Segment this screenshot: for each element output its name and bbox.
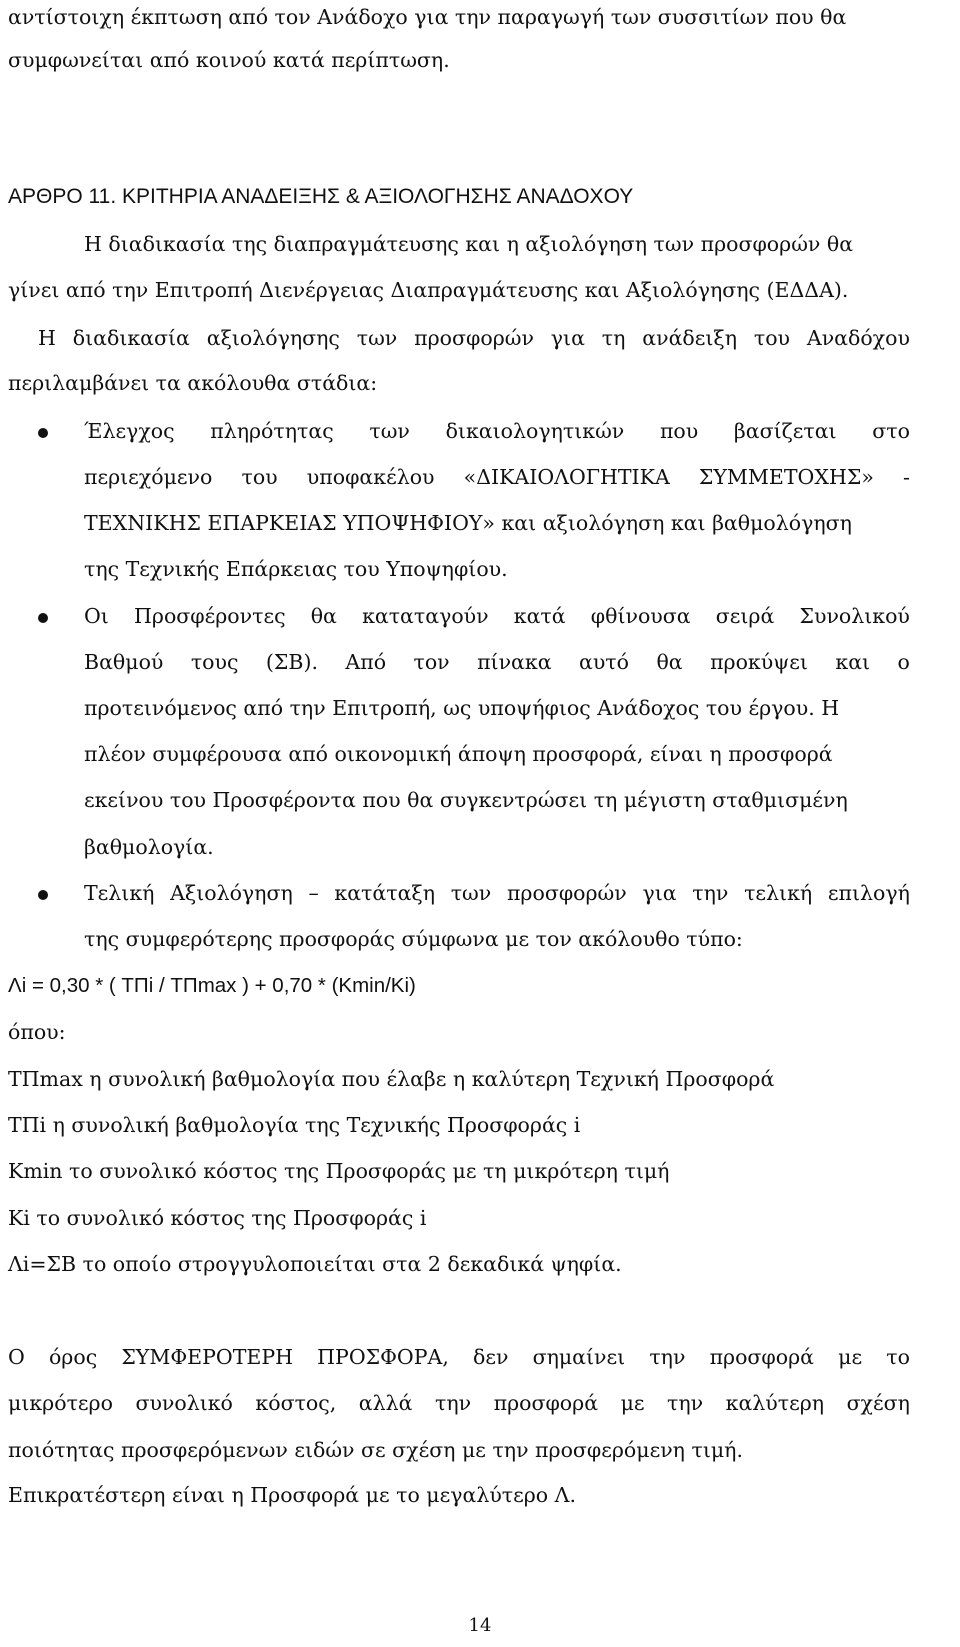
formula-expression: Λi = 0,30 * ( ΤΠi / ΤΠmax ) + 0,70 * (Kmin/Ki) — [8, 974, 416, 997]
word: καλύτερη — [725, 1391, 825, 1415]
word: ο — [897, 650, 910, 674]
article-p2-line-2: περιλαμβάνει τα ακόλουθα στάδια: — [8, 371, 378, 395]
word: επιλογή — [827, 881, 910, 905]
word: με — [838, 1345, 863, 1369]
word: σημαίνει — [532, 1345, 626, 1369]
closing-line-4: Επικρατέστερη είναι η Προσφορά με το μεγαλύτερο Λ. — [8, 1483, 576, 1507]
word: με — [620, 1391, 645, 1415]
definition-tpmax: ΤΠmax η συνολική βαθμολογία που έλαβε η καλύτερη Τεχνική Προσφορά — [8, 1067, 775, 1091]
bullet-dot — [38, 613, 48, 623]
bullet-dot — [38, 428, 48, 438]
word: που — [659, 419, 699, 443]
word: (ΣΒ). — [265, 650, 318, 674]
bullet-2-line-3: προτεινόμενος από την Επιτροπή, ως υποψήφιος Ανάδοχος του έργου. Η — [84, 696, 840, 720]
definition-ki: Ki το συνολικό κόστος της Προσφοράς i — [8, 1206, 427, 1230]
word: φθίνουσα — [590, 604, 691, 628]
word: και — [835, 650, 871, 674]
article-p1-line-1: Η διαδικασία της διαπραγμάτευσης και η αξιολόγηση των προσφορών θα — [84, 232, 854, 256]
closing-line-1 — [8, 1344, 910, 1370]
word: των — [356, 326, 398, 350]
bullet-1-line-1 — [84, 418, 910, 444]
word: όρος — [48, 1345, 98, 1369]
word: αξιολόγησης — [206, 326, 340, 350]
word: περιεχόμενο — [84, 465, 213, 489]
word: σχέση — [846, 1391, 910, 1415]
closing-line-2 — [8, 1390, 910, 1416]
word: τη — [601, 326, 626, 350]
page-number: 14 — [468, 1615, 492, 1636]
word: – — [308, 881, 319, 905]
definition-tpi: ΤΠi η συνολική βαθμολογία της Τεχνικής Προσφοράς i — [8, 1113, 581, 1137]
word: Ο — [8, 1345, 25, 1369]
word: ΠΡΟΣΦΟΡΑ, — [317, 1345, 449, 1369]
word: Τελική — [84, 881, 155, 905]
word: προσφορά — [709, 1345, 815, 1369]
word: Αξιολόγηση — [170, 881, 293, 905]
word: - — [903, 465, 910, 489]
closing-line-3: ποιότητας προσφερόμενων ειδών σε σχέση με την προσφερόμενη τιμή. — [8, 1438, 743, 1462]
bullet-2-line-6: βαθμολογία. — [84, 835, 214, 859]
word: Αναδόχου — [806, 326, 910, 350]
word: δικαιολογητικών — [445, 419, 625, 443]
word: για — [550, 326, 585, 350]
word: Από — [345, 650, 387, 674]
word: προσφορά — [493, 1391, 599, 1415]
word: προκύψει — [710, 650, 808, 674]
bullet-2-line-4: πλέον συμφέρουσα από οικονομική άποψη προσφορά, είναι η προσφορά — [84, 742, 833, 766]
word: καταταγούν — [362, 604, 489, 628]
word: σειρά — [715, 604, 775, 628]
bullet-3-line-2: της συμφερότερης προσφοράς σύμφωνα με τον ακόλουθο τύπο: — [84, 927, 743, 951]
word: τον — [413, 650, 450, 674]
word: κατάταξη — [334, 881, 436, 905]
bullet-2-line-2 — [84, 649, 910, 675]
bullet-1-line-3: ΤΕΧΝΙΚΗΣ ΕΠΑΡΚΕΙΑΣ ΥΠΟΨΗΦΙΟΥ» και αξιολόγηση και βαθμολόγηση — [84, 511, 852, 535]
word: την — [434, 1391, 472, 1415]
word: προσφορών — [414, 326, 534, 350]
word: στο — [872, 419, 910, 443]
word: βασίζεται — [733, 419, 837, 443]
word: συνολικό — [135, 1391, 233, 1415]
word: πίνακα — [477, 650, 552, 674]
word: κατά — [513, 604, 566, 628]
definition-kmin: Kmin το συνολικό κόστος της Προσφοράς με τη μικρότερη τιμή — [8, 1159, 670, 1183]
word: ανάδειξη — [642, 326, 738, 350]
word: τελική — [744, 881, 813, 905]
word: το — [886, 1345, 910, 1369]
word: Οι — [84, 604, 109, 628]
word: ΣΥΜΦΕΡΟΤΕΡΗ — [121, 1345, 294, 1369]
word: των — [450, 881, 492, 905]
formula-where: όπου: — [8, 1020, 66, 1044]
word: μικρότερο — [8, 1391, 113, 1415]
intro-line-2: συμφωνείται από κοινού κατά περίπτωση. — [8, 48, 450, 72]
bullet-1-line-4: της Τεχνικής Επάρκειας του Υποψηφίου. — [84, 557, 508, 581]
word: θα — [656, 650, 683, 674]
bullet-dot — [38, 890, 48, 900]
article-heading: ΑΡΘΡΟ 11. ΚΡΙΤΗΡΙΑ ΑΝΑΔΕΙΞΗΣ & ΑΞΙΟΛΟΓΗΣΗΣ ΑΝΑΔΟΧΟΥ — [8, 185, 634, 208]
word: την — [667, 1391, 704, 1415]
word: την — [692, 881, 729, 905]
definition-li: Λi=ΣΒ το οποίο στρογγυλοποιείται στα 2 δεκαδικά ψηφία. — [8, 1252, 622, 1276]
word: υποφακέλου — [306, 465, 435, 489]
word: ΣΥΜΜΕΤΟΧΗΣ» — [698, 465, 874, 489]
word: του — [241, 465, 278, 489]
word: κόστος, — [255, 1391, 337, 1415]
word: Η — [38, 326, 56, 350]
word: του — [753, 326, 791, 350]
word: πληρότητας — [210, 419, 334, 443]
intro-line-1: αντίστοιχη έκπτωση από τον Ανάδοχο για την παραγωγή των συσσιτίων που θα — [8, 5, 847, 29]
word: Βαθμού — [84, 650, 164, 674]
word: για — [642, 881, 677, 905]
word: των — [369, 419, 410, 443]
word: προσφορών — [506, 881, 627, 905]
word: Συνολικού — [799, 604, 910, 628]
word: αλλά — [358, 1391, 413, 1415]
article-p1-line-2: γίνει από την Επιτροπή Διενέργειας Διαπραγμάτευσης και Αξιολόγησης (ΕΔΔΑ). — [8, 278, 849, 302]
word: την — [649, 1345, 686, 1369]
word: τους — [190, 650, 239, 674]
word: αυτό — [579, 650, 629, 674]
bullet-1-line-2 — [84, 464, 910, 490]
word: διαδικασία — [72, 326, 190, 350]
article-p2-line-1 — [38, 325, 910, 351]
bullet-2-line-1 — [84, 603, 910, 629]
word: Έλεγχος — [84, 419, 175, 443]
word: «ΔΙΚΑΙΟΛΟΓΗΤΙΚΑ — [463, 465, 670, 489]
word: Προσφέροντες — [134, 604, 286, 628]
word: θα — [310, 604, 337, 628]
bullet-3-line-1 — [84, 880, 910, 906]
bullet-2-line-5: εκείνου του Προσφέροντα που θα συγκεντρώσει τη μέγιστη σταθμισμένη — [84, 788, 848, 812]
word: δεν — [473, 1345, 509, 1369]
